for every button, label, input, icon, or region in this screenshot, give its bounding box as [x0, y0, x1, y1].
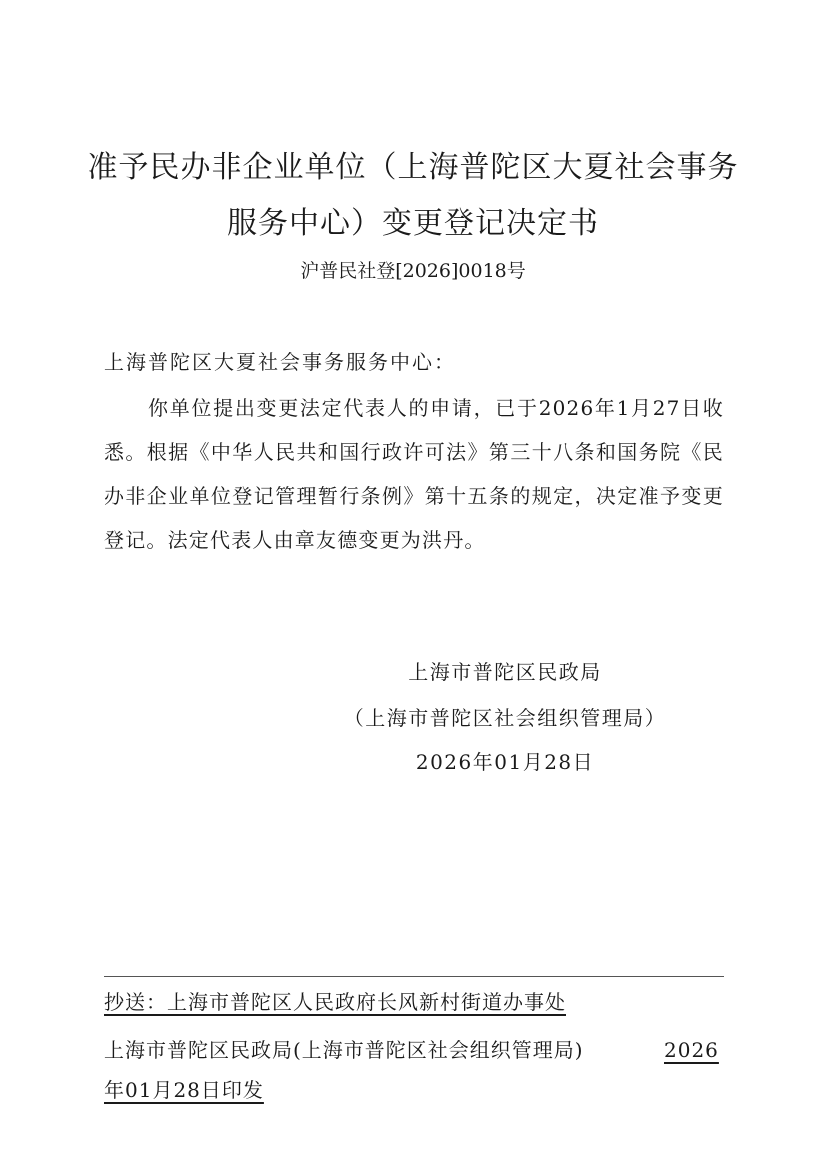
addressee: 上海普陀区大夏社会事务服务中心：	[104, 350, 456, 374]
issuer-name: 上海市普陀区民政局(上海市普陀区社会组织管理局)	[104, 1038, 584, 1062]
signing-authority: 上海市普陀区民政局	[408, 660, 602, 684]
document-number: 沪普民社登[2026]0018号	[300, 260, 526, 282]
issue-date: 年01月28日印发	[104, 1078, 264, 1102]
document-title-line-2: 服务中心）变更登记决定书	[227, 206, 599, 241]
signing-date: 2026年01月28日	[415, 750, 595, 774]
footer-divider	[104, 976, 724, 977]
body-paragraph: 你单位提出变更法定代表人的申请，已于2026年1月27日收悉。根据《中华人民共和国行政许可法》第三十八条和国务院《民办非企业单位登记管理暂行条例》第十五条的规定，决定准予变更登记。法定代表人由章友德变更为洪丹。	[104, 396, 724, 552]
document-title-line-1: 准予民办非企业单位（上海普陀区大夏社会事务	[87, 150, 739, 185]
cc-recipients: 抄送：上海市普陀区人民政府长风新村街道办事处	[104, 990, 566, 1014]
issue-year: 2026	[664, 1038, 719, 1062]
signing-authority-alias: （上海市普陀区社会组织管理局）	[343, 706, 667, 730]
issuer-line	[104, 1034, 719, 1063]
